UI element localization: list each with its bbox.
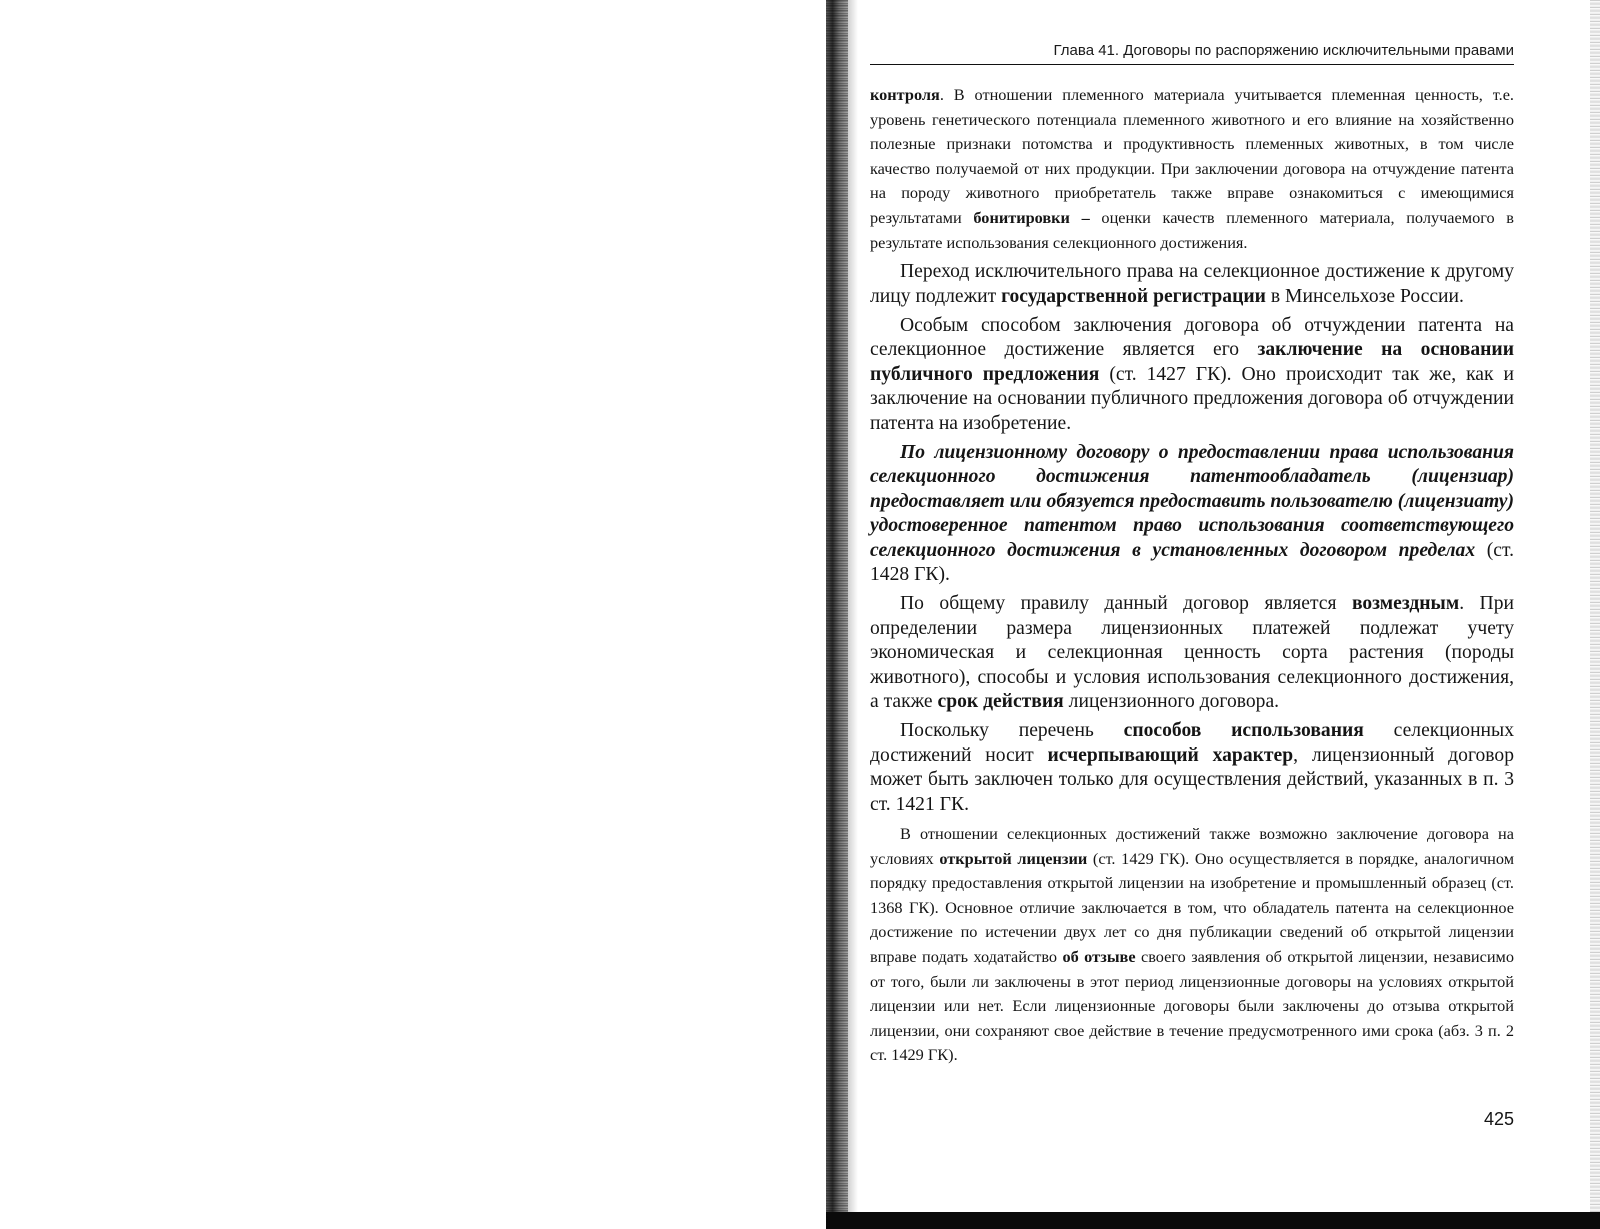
paragraph-open-license: [870, 822, 1514, 1068]
text-run: Поскольку перечень: [900, 720, 1124, 742]
text-run: В отношении селекционных достижений также возможно заключение договора на условиях: [870, 824, 1514, 868]
term-state-registration: государственной регистрации: [1001, 285, 1266, 307]
paragraph-transfer-registration: [870, 260, 1514, 309]
paragraph-license-definition: [870, 441, 1514, 587]
term-exhaustive: исчерпывающий характер: [1047, 744, 1294, 766]
license-definition: По лицензионному договору о предоставлении права использования селекционного достижения патентообладатель (лицензиар) предоставляет или обязуется предоставить пользователю (лицензиату) удостоверенное патентом право использования соответствующего селекционного достижения в установленных договором пределах: [870, 442, 1514, 561]
paragraph-public-offer: [870, 314, 1514, 436]
text-run: . В отношении племенного материала учитывается племенная ценность, т.е. уровень генетического потенциала племенного животного и его влияние на хозяйственно полезные признаки потомства и продуктивность племенных животных, в том числе качество получаемой от них продукции. При заключении договора на отчуждение патента на породу животного приобретатель также вправе ознакомиться с имеющимися результатами: [870, 85, 1514, 227]
term-bonitirovka: бонитировки –: [973, 207, 1090, 227]
text-run: своего заявления об открытой лицензии, независимо от того, были ли заключены в этот период лицензионные договоры на условиях открытой лицензии или нет. Если лицензионные договоры были заключены до отзыва открытой лицензии, они сохраняют свое действие в течение предусмотренного ими срока (абз. 3 п. 2 ст. 1429 ГК).: [870, 947, 1515, 1065]
text-run: , лицензионный договор может быть заключен только для осуществления действий, указанных в п. 3 ст. 1421 ГК.: [870, 744, 1515, 815]
paragraph-compensated: [870, 592, 1514, 714]
term-withdrawal: об отзыве: [1062, 947, 1136, 967]
term-open-license: открытой лицензии: [939, 848, 1088, 868]
text-run: в Минсельхозе России.: [1265, 285, 1464, 307]
running-header: Глава 41. Договоры по распоряжению исключительными правами: [870, 42, 1514, 65]
book-page: [870, 42, 1514, 1202]
text-run: (ст. 1428 ГК).: [870, 539, 1514, 586]
term-control: контроля: [870, 85, 940, 104]
page-body: [870, 83, 1514, 1068]
term-public-offer: заключение на основании публичного предложения: [870, 339, 1514, 385]
term-validity-period: срок действия: [937, 691, 1064, 713]
text-run: Переход исключительного права на селекционное достижение к другому лицу подлежит: [870, 261, 1514, 307]
text-run: По общему правилу данный договор является: [900, 593, 1352, 615]
paragraph-breeding-material: [870, 83, 1514, 255]
page-edge: [1590, 0, 1600, 1212]
text-run: лицензионного договора.: [1063, 691, 1280, 713]
book-spine: [826, 0, 848, 1229]
term-compensated: возмездным: [1351, 593, 1460, 615]
text-run: . При определении размера лицензионных платежей подлежат учету экономическая и селекционная ценность сорта растения (породы животного), способы и условия использования селекционного достижения, а также: [870, 593, 1514, 713]
spine-shadow: [848, 0, 858, 1229]
page-number: 425: [1483, 1109, 1514, 1129]
text-run: (ст. 1427 ГК). Оно происходит так же, как и заключение на основании публичного предложения договора об отчуждении патента на изобретение.: [870, 363, 1514, 434]
scan-bottom-band: [826, 1212, 1600, 1229]
text-run: Особым способом заключения договора об отчуждении патента на селекционное достижение является его: [870, 314, 1514, 361]
text-run: селекционных достижений носит: [870, 720, 1514, 766]
text-run: оценки качеств племенного материала, получаемого в результате использования селекционного достижения.: [870, 207, 1514, 252]
term-methods-of-use: способов использования: [1123, 720, 1364, 742]
text-run: (ст. 1429 ГК). Оно осуществляется в порядке, аналогичном порядку предоставления открытой лицензии на изобретение и промышленный образец (ст. 1368 ГК). Основное отличие заключается в том, что обладатель патента на селекционное достижение по истечении двух лет со дня публикации сведений об открытой лицензии вправе подать ходатайство: [870, 848, 1514, 967]
paragraph-methods-of-use: [870, 719, 1514, 817]
